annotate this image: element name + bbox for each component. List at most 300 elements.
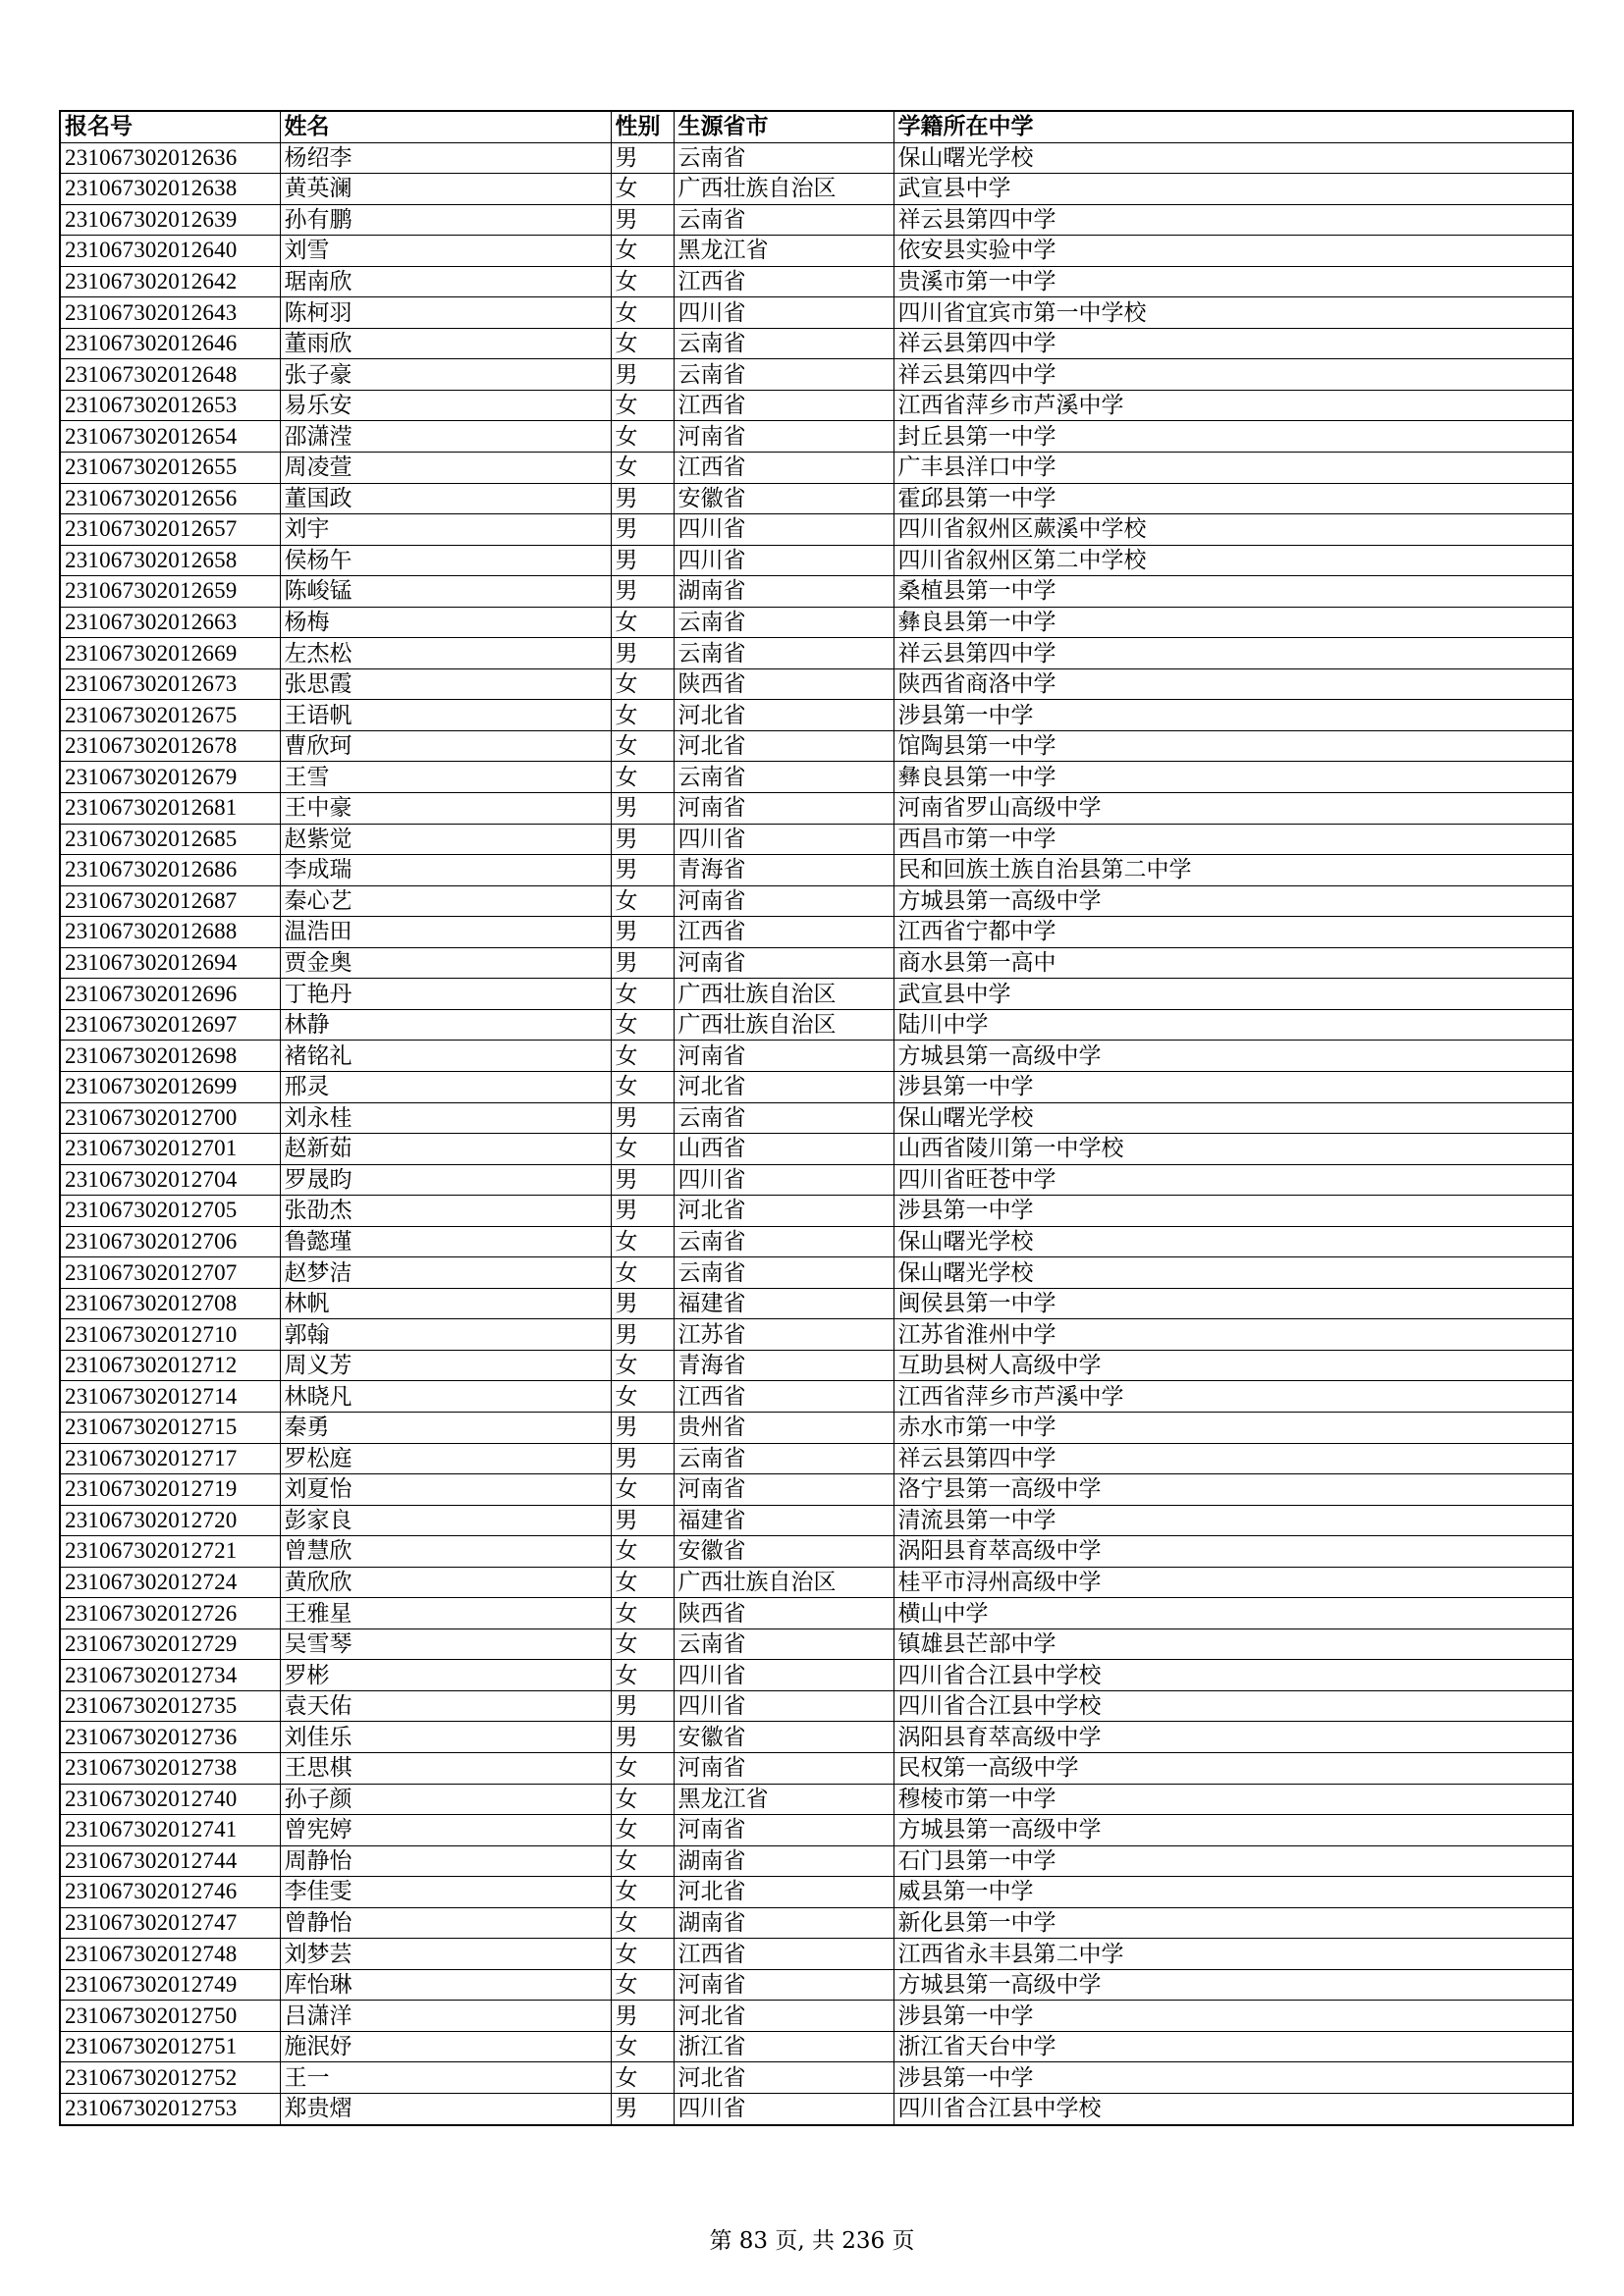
registration-number-cell: 231067302012698 [60, 1041, 280, 1072]
school-cell: 江西省永丰县第二中学 [893, 1939, 1573, 1970]
gender-cell: 女 [611, 1877, 674, 1908]
province-cell: 江苏省 [674, 1319, 893, 1351]
school-cell: 威县第一中学 [893, 1877, 1573, 1908]
gender-cell: 男 [611, 947, 674, 979]
province-cell: 浙江省 [674, 2031, 893, 2062]
registration-number-cell: 231067302012648 [60, 359, 280, 391]
name-cell: 吴雪琴 [280, 1629, 611, 1660]
province-cell: 陕西省 [674, 668, 893, 700]
school-cell: 祥云县第四中学 [893, 1443, 1573, 1474]
table-row [60, 1257, 1573, 1289]
name-cell: 赵梦洁 [280, 1257, 611, 1289]
header-gender: 性别 [611, 111, 674, 142]
gender-cell: 女 [611, 1257, 674, 1289]
gender-cell: 男 [611, 359, 674, 391]
table-row [60, 1536, 1573, 1568]
school-cell: 保山曙光学校 [893, 1102, 1573, 1134]
school-cell: 封丘县第一中学 [893, 421, 1573, 453]
name-cell: 董国政 [280, 483, 611, 514]
name-cell: 罗晟昀 [280, 1164, 611, 1196]
gender-cell: 男 [611, 793, 674, 825]
gender-cell: 女 [611, 1041, 674, 1072]
roster-table [59, 110, 1574, 2126]
registration-number-cell: 231067302012669 [60, 638, 280, 669]
name-cell: 王中豪 [280, 793, 611, 825]
school-cell: 祥云县第四中学 [893, 638, 1573, 669]
registration-number-cell: 231067302012642 [60, 266, 280, 297]
registration-number-cell: 231067302012697 [60, 1009, 280, 1041]
gender-cell: 男 [611, 1102, 674, 1134]
province-cell: 陕西省 [674, 1598, 893, 1629]
registration-number-cell: 231067302012748 [60, 1939, 280, 1970]
gender-cell: 男 [611, 1722, 674, 1753]
gender-cell: 女 [611, 1009, 674, 1041]
gender-cell: 男 [611, 204, 674, 236]
school-cell: 穆棱市第一中学 [893, 1784, 1573, 1815]
school-cell: 江西省萍乡市芦溪中学 [893, 390, 1573, 421]
registration-number-cell: 231067302012675 [60, 700, 280, 731]
gender-cell: 女 [611, 762, 674, 793]
gender-cell: 女 [611, 730, 674, 762]
school-cell: 保山曙光学校 [893, 1226, 1573, 1257]
school-cell: 祥云县第四中学 [893, 204, 1573, 236]
header-name: 姓名 [280, 111, 611, 142]
name-cell: 易乐安 [280, 390, 611, 421]
name-cell: 陈峻锰 [280, 576, 611, 608]
school-cell: 彝良县第一中学 [893, 762, 1573, 793]
gender-cell: 女 [611, 1536, 674, 1568]
name-cell: 罗彬 [280, 1660, 611, 1691]
name-cell: 施泯妤 [280, 2031, 611, 2062]
name-cell: 赵新茹 [280, 1134, 611, 1165]
name-cell: 孙子颜 [280, 1784, 611, 1815]
province-cell: 江西省 [674, 266, 893, 297]
name-cell: 彭家良 [280, 1505, 611, 1536]
school-cell: 江苏省淮州中学 [893, 1319, 1573, 1351]
province-cell: 云南省 [674, 328, 893, 359]
registration-number-cell: 231067302012740 [60, 1784, 280, 1815]
table-row [60, 1939, 1573, 1970]
registration-number-cell: 231067302012736 [60, 1722, 280, 1753]
name-cell: 鲁懿瑾 [280, 1226, 611, 1257]
gender-cell: 女 [611, 236, 674, 267]
school-cell: 广丰县洋口中学 [893, 453, 1573, 484]
province-cell: 河北省 [674, 730, 893, 762]
registration-number-cell: 231067302012639 [60, 204, 280, 236]
province-cell: 云南省 [674, 359, 893, 391]
table-row [60, 1102, 1573, 1134]
school-cell: 山西省陵川第一中学校 [893, 1134, 1573, 1165]
province-cell: 山西省 [674, 1134, 893, 1165]
registration-number-cell: 231067302012688 [60, 917, 280, 948]
school-cell: 彝良县第一中学 [893, 607, 1573, 638]
name-cell: 左杰松 [280, 638, 611, 669]
school-cell: 方城县第一高级中学 [893, 885, 1573, 917]
school-cell: 涡阳县育萃高级中学 [893, 1536, 1573, 1568]
name-cell: 刘梦芸 [280, 1939, 611, 1970]
school-cell: 霍邱县第一中学 [893, 483, 1573, 514]
name-cell: 吕潇洋 [280, 2001, 611, 2032]
registration-number-cell: 231067302012749 [60, 1969, 280, 2001]
school-cell: 民权第一高级中学 [893, 1752, 1573, 1784]
table-row [60, 328, 1573, 359]
province-cell: 四川省 [674, 1660, 893, 1691]
province-cell: 贵州省 [674, 1412, 893, 1443]
school-cell: 依安县实验中学 [893, 236, 1573, 267]
name-cell: 库怡琳 [280, 1969, 611, 2001]
registration-number-cell: 231067302012738 [60, 1752, 280, 1784]
table-row [60, 917, 1573, 948]
province-cell: 四川省 [674, 297, 893, 329]
school-cell: 清流县第一中学 [893, 1505, 1573, 1536]
gender-cell: 男 [611, 1164, 674, 1196]
gender-cell: 女 [611, 1815, 674, 1846]
province-cell: 云南省 [674, 1443, 893, 1474]
province-cell: 云南省 [674, 762, 893, 793]
province-cell: 云南省 [674, 1226, 893, 1257]
school-cell: 涡阳县育萃高级中学 [893, 1722, 1573, 1753]
name-cell: 王语帆 [280, 700, 611, 731]
registration-number-cell: 231067302012734 [60, 1660, 280, 1691]
table-row [60, 1071, 1573, 1102]
province-cell: 福建省 [674, 1505, 893, 1536]
gender-cell: 女 [611, 1629, 674, 1660]
table-row [60, 1226, 1573, 1257]
province-cell: 河北省 [674, 700, 893, 731]
table-row [60, 1505, 1573, 1536]
table-row [60, 1629, 1573, 1660]
table-row [60, 1288, 1573, 1319]
province-cell: 云南省 [674, 204, 893, 236]
gender-cell: 女 [611, 979, 674, 1010]
registration-number-cell: 231067302012687 [60, 885, 280, 917]
name-cell: 温浩田 [280, 917, 611, 948]
registration-number-cell: 231067302012686 [60, 855, 280, 886]
province-cell: 河北省 [674, 2001, 893, 2032]
registration-number-cell: 231067302012726 [60, 1598, 280, 1629]
name-cell: 贾金奥 [280, 947, 611, 979]
name-cell: 袁天佑 [280, 1690, 611, 1722]
school-cell: 馆陶县第一中学 [893, 730, 1573, 762]
gender-cell: 男 [611, 1196, 674, 1227]
registration-number-cell: 231067302012747 [60, 1907, 280, 1939]
registration-number-cell: 231067302012679 [60, 762, 280, 793]
province-cell: 四川省 [674, 1164, 893, 1196]
gender-cell: 女 [611, 700, 674, 731]
name-cell: 周静怡 [280, 1845, 611, 1877]
province-cell: 河南省 [674, 1969, 893, 2001]
table-row [60, 1752, 1573, 1784]
name-cell: 琚南欣 [280, 266, 611, 297]
school-cell: 涉县第一中学 [893, 2001, 1573, 2032]
school-cell: 江西省宁都中学 [893, 917, 1573, 948]
table-row [60, 2094, 1573, 2125]
province-cell: 安徽省 [674, 483, 893, 514]
province-cell: 江西省 [674, 1381, 893, 1413]
school-cell: 互助县树人高级中学 [893, 1350, 1573, 1381]
gender-cell: 男 [611, 514, 674, 546]
gender-cell: 女 [611, 2062, 674, 2094]
gender-cell: 女 [611, 2031, 674, 2062]
table-row [60, 576, 1573, 608]
school-cell: 祥云县第四中学 [893, 359, 1573, 391]
roster-sheet [59, 110, 1572, 2166]
registration-number-cell: 231067302012700 [60, 1102, 280, 1134]
gender-cell: 男 [611, 1505, 674, 1536]
province-cell: 湖南省 [674, 1907, 893, 1939]
table-row [60, 1877, 1573, 1908]
province-cell: 黑龙江省 [674, 1784, 893, 1815]
school-cell: 方城县第一高级中学 [893, 1969, 1573, 2001]
registration-number-cell: 231067302012744 [60, 1845, 280, 1877]
name-cell: 刘宇 [280, 514, 611, 546]
table-row [60, 1134, 1573, 1165]
name-cell: 郭翰 [280, 1319, 611, 1351]
province-cell: 青海省 [674, 1350, 893, 1381]
registration-number-cell: 231067302012746 [60, 1877, 280, 1908]
gender-cell: 女 [611, 174, 674, 205]
name-cell: 秦勇 [280, 1412, 611, 1443]
province-cell: 湖南省 [674, 1845, 893, 1877]
header-school: 学籍所在中学 [893, 111, 1573, 142]
name-cell: 周义芳 [280, 1350, 611, 1381]
province-cell: 河南省 [674, 421, 893, 453]
school-cell: 桑植县第一中学 [893, 576, 1573, 608]
table-row [60, 885, 1573, 917]
gender-cell: 男 [611, 1319, 674, 1351]
school-cell: 桂平市浔州高级中学 [893, 1567, 1573, 1598]
name-cell: 张劭杰 [280, 1196, 611, 1227]
province-cell: 江西省 [674, 1939, 893, 1970]
school-cell: 陆川中学 [893, 1009, 1573, 1041]
gender-cell: 男 [611, 1412, 674, 1443]
table-row [60, 1041, 1573, 1072]
registration-number-cell: 231067302012657 [60, 514, 280, 546]
name-cell: 王一 [280, 2062, 611, 2094]
province-cell: 云南省 [674, 142, 893, 174]
name-cell: 褚铭礼 [280, 1041, 611, 1072]
province-cell: 四川省 [674, 514, 893, 546]
gender-cell: 女 [611, 1071, 674, 1102]
registration-number-cell: 231067302012685 [60, 824, 280, 855]
registration-number-cell: 231067302012638 [60, 174, 280, 205]
school-cell: 涉县第一中学 [893, 1196, 1573, 1227]
registration-number-cell: 231067302012708 [60, 1288, 280, 1319]
gender-cell: 女 [611, 1752, 674, 1784]
gender-cell: 男 [611, 855, 674, 886]
page-footer: 第 83 页, 共 236 页 [709, 2228, 915, 2254]
province-cell: 河南省 [674, 947, 893, 979]
gender-cell: 女 [611, 1598, 674, 1629]
name-cell: 林静 [280, 1009, 611, 1041]
gender-cell: 女 [611, 1350, 674, 1381]
gender-cell: 女 [611, 1474, 674, 1506]
name-cell: 郑贵熠 [280, 2094, 611, 2125]
gender-cell: 女 [611, 1567, 674, 1598]
name-cell: 董雨欣 [280, 328, 611, 359]
school-cell: 新化县第一中学 [893, 1907, 1573, 1939]
province-cell: 青海省 [674, 855, 893, 886]
table-row [60, 607, 1573, 638]
registration-number-cell: 231067302012643 [60, 297, 280, 329]
table-row [60, 1690, 1573, 1722]
table-row [60, 1196, 1573, 1227]
registration-number-cell: 231067302012735 [60, 1690, 280, 1722]
province-cell: 河北省 [674, 1071, 893, 1102]
gender-cell: 男 [611, 1690, 674, 1722]
school-cell: 涉县第一中学 [893, 700, 1573, 731]
table-row [60, 142, 1573, 174]
registration-number-cell: 231067302012705 [60, 1196, 280, 1227]
name-cell: 王雪 [280, 762, 611, 793]
table-row [60, 762, 1573, 793]
registration-number-cell: 231067302012655 [60, 453, 280, 484]
province-cell: 四川省 [674, 1690, 893, 1722]
table-row [60, 1784, 1573, 1815]
gender-cell: 男 [611, 545, 674, 576]
registration-number-cell: 231067302012707 [60, 1257, 280, 1289]
school-cell: 祥云县第四中学 [893, 328, 1573, 359]
province-cell: 河南省 [674, 1815, 893, 1846]
table-row [60, 2062, 1573, 2094]
registration-number-cell: 231067302012699 [60, 1071, 280, 1102]
registration-number-cell: 231067302012706 [60, 1226, 280, 1257]
school-cell: 保山曙光学校 [893, 142, 1573, 174]
gender-cell: 男 [611, 576, 674, 608]
name-cell: 刘雪 [280, 236, 611, 267]
name-cell: 张子豪 [280, 359, 611, 391]
registration-number-cell: 231067302012659 [60, 576, 280, 608]
name-cell: 李成瑞 [280, 855, 611, 886]
gender-cell: 女 [611, 1969, 674, 2001]
name-cell: 孙有鹏 [280, 204, 611, 236]
name-cell: 曾静怡 [280, 1907, 611, 1939]
school-cell: 贵溪市第一中学 [893, 266, 1573, 297]
name-cell: 侯杨午 [280, 545, 611, 576]
registration-number-cell: 231067302012753 [60, 2094, 280, 2125]
gender-cell: 男 [611, 142, 674, 174]
gender-cell: 男 [611, 483, 674, 514]
school-cell: 洛宁县第一高级中学 [893, 1474, 1573, 1506]
gender-cell: 女 [611, 885, 674, 917]
name-cell: 林晓凡 [280, 1381, 611, 1413]
gender-cell: 女 [611, 421, 674, 453]
name-cell: 刘夏怡 [280, 1474, 611, 1506]
registration-number-cell: 231067302012681 [60, 793, 280, 825]
table-row [60, 236, 1573, 267]
province-cell: 广西壮族自治区 [674, 1009, 893, 1041]
school-cell: 商水县第一高中 [893, 947, 1573, 979]
table-row [60, 668, 1573, 700]
table-row [60, 1474, 1573, 1506]
table-row [60, 700, 1573, 731]
school-cell: 闽侯县第一中学 [893, 1288, 1573, 1319]
province-cell: 云南省 [674, 607, 893, 638]
name-cell: 周凌萱 [280, 453, 611, 484]
province-cell: 黑龙江省 [674, 236, 893, 267]
school-cell: 横山中学 [893, 1598, 1573, 1629]
school-cell: 保山曙光学校 [893, 1257, 1573, 1289]
registration-number-cell: 231067302012710 [60, 1319, 280, 1351]
province-cell: 河北省 [674, 2062, 893, 2094]
school-cell: 四川省叙州区第二中学校 [893, 545, 1573, 576]
registration-number-cell: 231067302012653 [60, 390, 280, 421]
province-cell: 河南省 [674, 793, 893, 825]
table-row [60, 1815, 1573, 1846]
registration-number-cell: 231067302012719 [60, 1474, 280, 1506]
gender-cell: 女 [611, 1134, 674, 1165]
header-province: 生源省市 [674, 111, 893, 142]
registration-number-cell: 231067302012694 [60, 947, 280, 979]
name-cell: 黄英澜 [280, 174, 611, 205]
table-row [60, 359, 1573, 391]
gender-cell: 女 [611, 1660, 674, 1691]
gender-cell: 女 [611, 668, 674, 700]
school-cell: 镇雄县芒部中学 [893, 1629, 1573, 1660]
gender-cell: 男 [611, 1443, 674, 1474]
province-cell: 四川省 [674, 2094, 893, 2125]
school-cell: 民和回族土族自治县第二中学 [893, 855, 1573, 886]
table-row [60, 1412, 1573, 1443]
province-cell: 安徽省 [674, 1536, 893, 1568]
table-row [60, 174, 1573, 205]
province-cell: 河北省 [674, 1196, 893, 1227]
province-cell: 江西省 [674, 390, 893, 421]
name-cell: 林帆 [280, 1288, 611, 1319]
registration-number-cell: 231067302012704 [60, 1164, 280, 1196]
table-row [60, 638, 1573, 669]
province-cell: 河北省 [674, 1877, 893, 1908]
school-cell: 四川省合江县中学校 [893, 1690, 1573, 1722]
gender-cell: 男 [611, 917, 674, 948]
name-cell: 王雅星 [280, 1598, 611, 1629]
province-cell: 云南省 [674, 1102, 893, 1134]
name-cell: 陈柯羽 [280, 297, 611, 329]
registration-number-cell: 231067302012656 [60, 483, 280, 514]
registration-number-cell: 231067302012663 [60, 607, 280, 638]
school-cell: 四川省宜宾市第一中学校 [893, 297, 1573, 329]
school-cell: 陕西省商洛中学 [893, 668, 1573, 700]
gender-cell: 男 [611, 2094, 674, 2125]
province-cell: 广西壮族自治区 [674, 979, 893, 1010]
table-row [60, 947, 1573, 979]
registration-number-cell: 231067302012729 [60, 1629, 280, 1660]
gender-cell: 女 [611, 1939, 674, 1970]
table-row [60, 1319, 1573, 1351]
table-row [60, 297, 1573, 329]
registration-number-cell: 231067302012701 [60, 1134, 280, 1165]
province-cell: 安徽省 [674, 1722, 893, 1753]
name-cell: 丁艳丹 [280, 979, 611, 1010]
name-cell: 曾慧欣 [280, 1536, 611, 1568]
roster-body [60, 142, 1573, 2125]
table-row [60, 793, 1573, 825]
registration-number-cell: 231067302012673 [60, 668, 280, 700]
table-row [60, 730, 1573, 762]
registration-number-cell: 231067302012717 [60, 1443, 280, 1474]
school-cell: 方城县第一高级中学 [893, 1815, 1573, 1846]
table-row [60, 1660, 1573, 1691]
school-cell: 涉县第一中学 [893, 2062, 1573, 2094]
name-cell: 刘佳乐 [280, 1722, 611, 1753]
table-row [60, 483, 1573, 514]
table-row [60, 2031, 1573, 2062]
registration-number-cell: 231067302012750 [60, 2001, 280, 2032]
school-cell: 河南省罗山高级中学 [893, 793, 1573, 825]
gender-cell: 女 [611, 390, 674, 421]
name-cell: 曹欣珂 [280, 730, 611, 762]
name-cell: 王思棋 [280, 1752, 611, 1784]
